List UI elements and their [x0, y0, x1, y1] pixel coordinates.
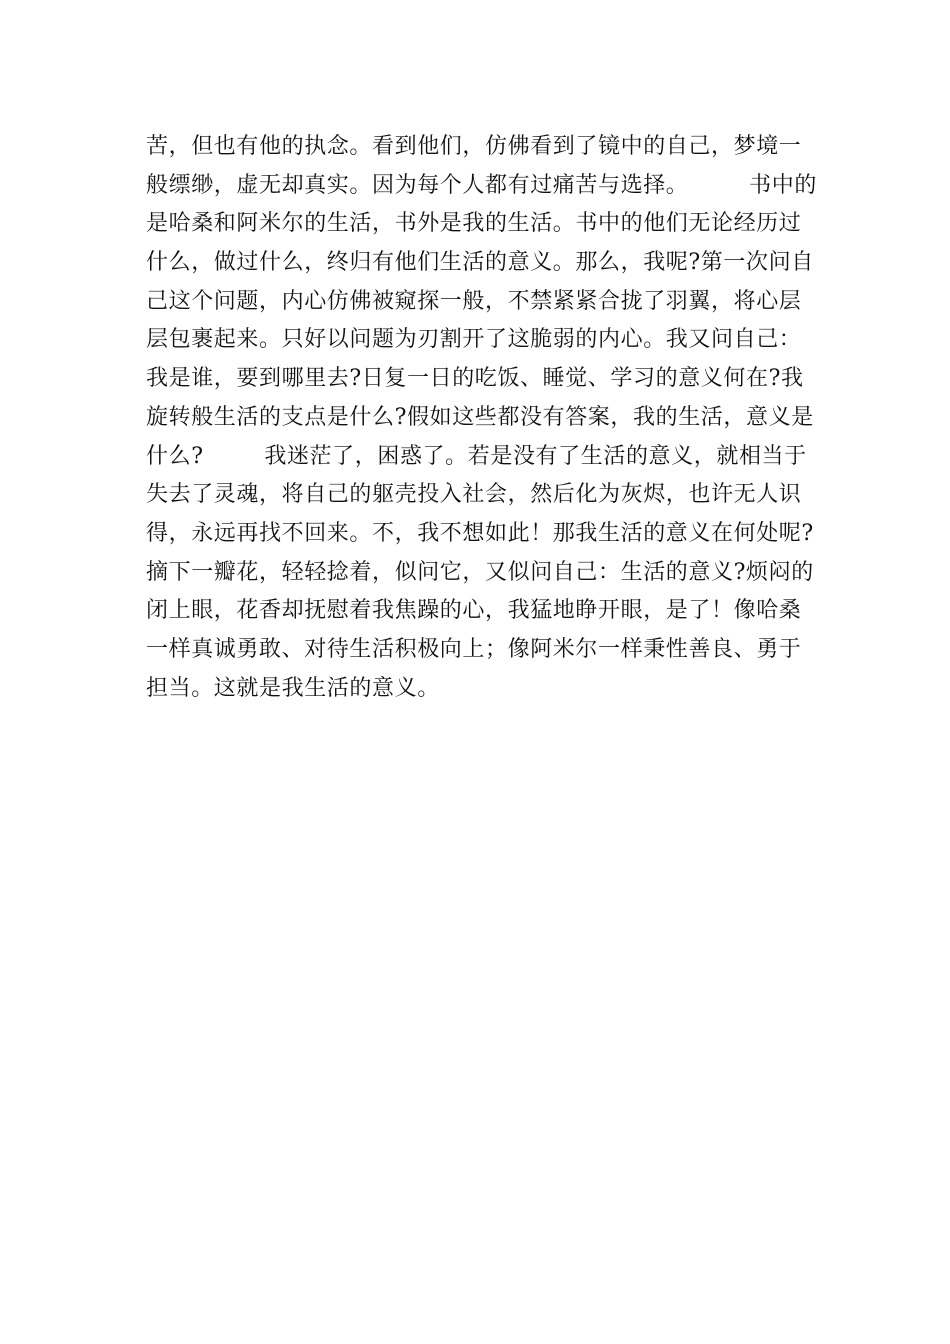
text-line: 得，永远再找不回来。不，我不想如此！那我生活的意义在何处呢?: [146, 520, 814, 546]
text-line: 我是谁，要到哪里去?日复一日的吃饭、睡觉、学习的意义何在?我: [146, 366, 804, 392]
text-line: 旋转般生活的支点是什么?假如这些都没有答案，我的生活，意义是: [146, 404, 814, 430]
text-line: 层包裹起来。只好以问题为刃割开了这脆弱的内心。我又问自己：: [146, 327, 802, 353]
text-line: 是哈桑和阿米尔的生活，书外是我的生活。书中的他们无论经历过: [146, 211, 802, 237]
text-line: 摘下一瓣花，轻轻捻着，似问它，又似问自己：生活的意义?烦闷的: [146, 559, 814, 585]
text-line: 己这个问题，内心仿佛被窥探一般，不禁紧紧合拢了羽翼，将心层: [146, 288, 802, 314]
text-line: 苦，但也有他的执念。看到他们，仿佛看到了镜中的自己，梦境一: [146, 134, 802, 159]
text-line: 什么? 我迷茫了，困惑了。若是没有了生活的意义，就相当于: [146, 443, 807, 469]
text-line: 担当。这就是我生活的意义。: [146, 675, 440, 701]
text-line: 什么，做过什么，终归有他们生活的意义。那么，我呢?第一次问自: [146, 250, 814, 276]
body-text: [146, 128, 816, 708]
text-line: 般缥缈，虚无却真实。因为每个人都有过痛苦与选择。 书中的: [146, 172, 817, 198]
text-line: 一样真诚勇敢、对待生活积极向上；像阿米尔一样秉性善良、勇于: [146, 636, 802, 662]
text-line: 失去了灵魂，将自己的躯壳投入社会，然后化为灰烬，也许无人识: [146, 482, 802, 508]
text-line: 闭上眼，花香却抚慰着我焦躁的心，我猛地睁开眼，是了！像哈桑: [146, 598, 802, 624]
